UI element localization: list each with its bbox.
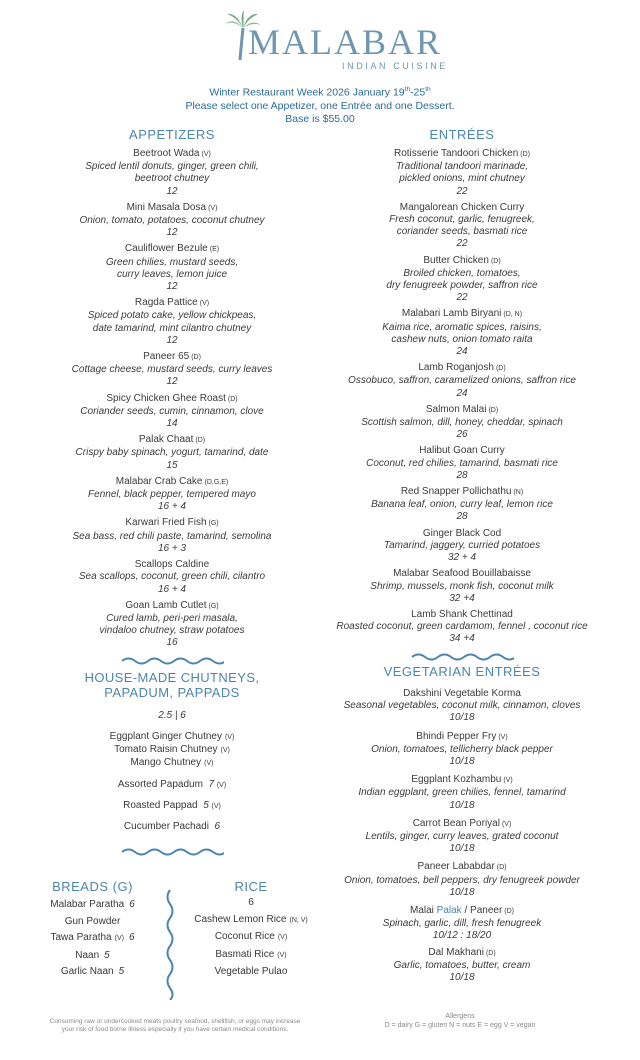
menu-item [330,308,594,358]
menu-item [30,914,155,931]
menu-item-name: Malabar Crab Cake [115,475,203,487]
food-safety-disclaimer: Consuming raw or undercooked meats poultry seafood, shellfish, or eggs may increase your risk of food borne illness especially if you have certain medical conditions. [49,1018,301,1033]
menu-item-price: 12 [166,185,178,197]
menu-item-name: Mango Chutney [130,757,202,769]
menu-item-name: Eggplant Kozhambu [411,774,502,786]
chutneys-heading-line1: HOUSE-MADE CHUTNEYS, [84,670,260,685]
menu-item-name: Cauliflower Bezule [124,243,208,255]
menu-item-description: Broiled chicken, tomatoes, [403,267,521,279]
menu-item-name-line [330,362,594,375]
menu-item-description: Roasted coconut, green cardamom, fennel , coconut rice [336,621,588,633]
menu-item-name: Cashew Lemon Rice [194,913,287,925]
base-price: Base is $55.00 [285,112,355,125]
menu-item-price: 26 [456,429,468,441]
menu-item-name: Carrot Bean Poriyal [412,817,500,829]
logo-name: MALABAR [248,22,443,62]
allergen-tag: (D) [191,354,201,362]
menu-item-name: Paneer 65 [143,351,190,363]
menu-item-description: Tamarind, jaggery, curried potatoes [383,539,541,551]
menu-item-name-line [52,393,292,406]
menu-item-name-line [330,861,594,874]
menu-item-name-line [330,308,594,321]
menu-item-name: Karwari Fried Fish [125,517,207,529]
rice-heading: RICE [234,879,268,894]
menu-item-name-line [330,905,594,918]
menu-item-price: 28 [456,511,468,523]
menu-item-name: / Paneer [461,905,503,917]
menu-item-name: Malai [409,905,437,917]
menu-item [330,688,594,725]
menu-item-name: Tawa Paratha [50,932,112,943]
intro-text [0,83,640,126]
menu-item [52,757,292,770]
menu-item [330,731,594,769]
logo [0,10,640,71]
chutneys-section [52,670,292,863]
menu-item [30,897,155,914]
menu-item-name-line [52,559,292,571]
allergen-tag: (D, N) [503,311,523,319]
menu-item-name: Gun Powder [64,915,121,927]
menu-item-name-line [52,351,292,364]
bread-list [30,897,155,981]
menu-item-name: Dal Makhani [428,946,484,958]
menu-item-name: Garlic Naan [60,966,114,977]
menu-item: Cucumber Pachadi 6 [123,821,221,833]
menu-item-description: Cured lamb, peri-peri masala, [106,612,238,624]
menu-item [52,243,292,293]
allergens-key: Allergens D = dairy G = gluten N = nuts E = egg V = vegan [384,1013,536,1029]
menu-item-price: 32 +4 [449,592,475,604]
vegetarian-section [330,664,594,990]
menu-item-name: Naan [75,949,100,961]
menu-item-description: Traditional tandoori marinade, [395,161,529,173]
menu-item [330,861,594,899]
menu-item-price: 32 + 4 [447,552,477,564]
allergen-tag: (D) [490,257,501,265]
menu-item-price: 24 [456,346,468,358]
logo-subtitle: INDIAN CUISINE [342,61,448,71]
menu-item-price: 10/18 [449,712,475,724]
menu-item [52,744,292,757]
menu-item-description: Green chilies, mustard seeds, [105,256,239,268]
menu-item [330,609,594,646]
appetizer-list [52,148,292,650]
menu-item-description: Spinach, garlic, dill, fresh fenugreek [382,918,542,930]
menu-item-description: Shrimp, mussels, monk fish, coconut milk [370,580,554,592]
menu-item-price: 10/18 [449,972,475,984]
event-dates: Winter Restaurant Week 2026 January 19th-25th [209,86,431,99]
menu-item-name-line [330,609,594,621]
allergen-tag: (G) [208,602,219,610]
menu-item-description: vindaloo chutney, straw potatoes [99,625,245,637]
allergen-tag: (G) [208,520,219,528]
menu-item-name-line [52,148,292,161]
menu-item-price: 15 [166,459,178,471]
menu-item-price: 28 [456,469,468,481]
selection-instruction: Please select one Appetizer, one Entrée and one Dessert. [185,99,455,112]
allergen-tag: (V) [277,951,287,959]
allergen-tag: (V) [503,777,513,785]
menu-item-price: 14 [166,418,178,430]
menu-item [330,255,594,305]
menu-item [330,905,594,943]
menu-item-description: Kaima rice, aromatic spices, raisins, [382,321,542,333]
menu-item-description: pickled onions, mint chutney [399,173,525,185]
vegetarian-heading: VEGETARIAN ENTRÉES [383,664,541,679]
menu-item-description: Onion, tomato, potatoes, coconut chutney [79,215,265,227]
menu-item-description: Seasonal vegetables, coconut milk, cinnamon, cloves [343,700,581,712]
menu-item-description: beetroot chutney [134,173,210,185]
menu-item [330,445,594,482]
menu-item-description: Indian eggplant, green chilies, fennel, tamarind [358,787,566,799]
menu-item-description: Garlic, tomatoes, butter, cream [393,959,531,971]
wave-divider-icon [120,847,224,857]
menu-item-name: Scallops Caldine [134,559,210,571]
menu-item-name: Halibut Goan Curry [419,445,505,457]
allergen-tag: (E) [209,246,220,254]
menu-item-price: 10/18 [449,843,475,855]
menu-item-name: Palak Chaat [138,434,194,446]
chutneys-price: 2.5 | 6 [158,710,186,721]
menu-item-name-line [330,445,594,457]
menu-item-name: Ragda Pattice [134,297,198,309]
menu-item-name-line [330,255,594,268]
menu-item-name: Eggplant Ginger Chutney [109,731,222,742]
menu-item-name: Salmon Malai [425,403,487,415]
menu-item [30,948,155,965]
menu-item-name: Paneer Lababdar [417,861,495,873]
menu-item-description: Coriander seeds, cumin, cinnamon, clove [80,405,264,417]
menu-item-price: 16 + 3 [157,542,187,554]
menu-item [52,393,292,431]
menu-item-name: Malabari Lamb Biryani [401,308,502,320]
menu-item [30,964,155,981]
menu-item-name-line [330,774,594,787]
menu-item-description: Scottish salmon, dill, honey, cheddar, spinach [361,417,563,429]
menu-item-name: Lamb Shank Chettinad [411,608,513,620]
menu-item [52,297,292,347]
menu-item-price: 5 [104,949,110,961]
chutney-list [52,731,292,771]
allergen-tag: (V) [201,151,211,158]
menu-item [186,929,316,947]
menu-item-price: 10/18 [449,799,475,811]
menu-item [330,568,594,605]
rice-list [186,912,316,981]
menu-item-name: Lamb Roganjosh [418,362,494,374]
allergen-tag: (V) [224,734,235,741]
breads-section [30,879,155,981]
menu-item [330,947,594,985]
menu-item-description: Fennel, black pepper, tempered mayo [88,489,256,501]
menu-item-name: Malabar Paratha [50,899,125,910]
menu-item-name: Bhindi Pepper Fry [416,730,497,742]
rice-section [186,879,316,981]
allergen-tag: (D) [495,365,506,373]
menu-item-price: 10/18 [449,886,475,898]
menu-item-name: Dakshini Vegetable Korma [403,688,521,699]
menu-item-price: 34 +4 [449,633,475,645]
menu-item-name: Red Snapper Pollichathu [400,486,512,498]
menu-item-description: Onion, tomatoes, bell peppers, dry fenugreek powder [344,874,580,886]
menu-item [52,517,292,555]
entrees-heading: ENTRÉES [429,127,495,142]
allergen-tag: (V) [501,820,512,828]
menu-item [52,351,292,389]
menu-item-price: 12 [166,334,178,346]
menu-item [52,202,292,240]
menu-item-name-line [330,731,594,744]
menu-item [52,476,292,514]
menu-item-description: Spiced potato cake, yellow chickpeas, [87,310,257,322]
menu-item-description: Spiced lentil donuts, ginger, green chili, [85,161,259,173]
menu-item-name-line [52,243,292,256]
menu-item-description: Crispy baby spinach, yogurt, tamarind, date [75,447,269,459]
allergen-tag: (N) [513,489,524,497]
menu-item [186,964,316,981]
menu-item-description: dry fenugreek powder, saffron rice [386,280,538,292]
menu-item-description: Ossobuco, saffron, caramelized onions, saffron rice [348,375,576,387]
menu-item-name-line [52,600,292,613]
menu-item-name: Butter Chicken [423,254,489,266]
menu-item-description: Sea scallops, coconut, green chili, cilantro [78,571,266,583]
menu-item-name-line [52,517,292,530]
menu-item-description: date tamarind, mint cilantro chutney [92,322,252,334]
menu-item-description: Onion, tomatoes, tellicherry black pepper [371,743,553,755]
menu-item-name: Spicy Chicken Ghee Roast [106,392,226,404]
menu-item [330,148,594,198]
menu-item-name-line [330,486,594,499]
menu-item-price: 6 [128,932,135,943]
menu-item: Roasted Pappad 5 (V) [123,799,221,811]
chutneys-heading-line2: PAPADUM, PAPPADS [104,685,240,700]
menu-item [52,148,292,198]
menu-item-description: Cottage cheese, mustard seeds, curry leaves [71,364,273,376]
menu-item [186,947,316,965]
menu-item-price: 12 [166,376,178,388]
menu-item-description: Sea bass, red chili paste, tamarind, semolina [72,530,272,542]
allergen-tag: (D,G,E) [204,478,229,486]
allergen-tag: (D) [504,908,514,916]
menu-item-price: 16 + 4 [157,501,187,513]
menu-item [330,528,594,565]
allergen-tag: (V) [114,935,124,942]
allergen-tag: (D) [485,949,496,957]
menu-item-name: Tomato Raisin Chutney [114,744,218,756]
menu-item-price: 16 [166,637,178,649]
allergen-tag: (D) [488,406,499,414]
menu-item-name-line [52,476,292,489]
menu-item-description: coriander seeds, basmati rice [396,226,528,238]
menu-item-price: 22 [456,238,468,250]
menu-item [52,600,292,650]
wave-divider-icon [120,656,224,666]
allergen-tag: (D) [496,864,507,872]
rice-price: 6 [248,897,254,908]
menu-item-description: Fresh coconut, garlic, fenugreek, [389,214,535,226]
menu-item-name-line [330,818,594,831]
menu-item-name: Mini Masala Dosa [126,201,207,213]
vegetarian-list [330,688,594,984]
menu-item [330,486,594,524]
menu-item-name-line [330,528,594,540]
squiggle-divider-icon [163,888,177,1000]
menu-item [186,912,316,930]
menu-item-name-line [330,568,594,580]
menu-item [330,774,594,812]
menu-item-name-line [330,947,594,960]
menu-item-price: 10/18 [449,756,475,768]
menu-item-price: 24 [456,387,468,399]
menu-item [52,559,292,596]
menu-item-name: Vegetable Pulao [214,966,288,977]
menu-item-price: 12 [166,281,178,293]
wave-divider-icon [410,652,514,662]
allergen-tag: (D) [227,395,238,403]
menu-item-name: Coconut Rice [214,931,275,942]
menu-item [52,434,292,472]
menu-item: Assorted Papadum 7 (V) [117,778,227,790]
menu-item-name-line [52,202,292,215]
menu-item-price: 5 [118,966,125,977]
menu-item-price: 12 [166,227,178,239]
entree-list [330,148,594,646]
menu-item-name-line [330,148,594,161]
menu-item [30,930,155,948]
menu-item-name: Ginger Black Cod [422,527,502,539]
menu-item-description: Lentils, ginger, curry leaves, grated coconut [365,831,559,843]
menu-item-price: 10/12 : 18/20 [432,930,492,942]
appetizers-heading: APPETIZERS [129,127,215,142]
allergen-tag: (V) [220,747,230,755]
menu-item-description: Banana leaf, onion, curry leaf, lemon rice [371,499,553,511]
menu-item-name-line [52,434,292,447]
menu-item-name-line [330,688,594,700]
breads-heading: BREADS (G) [52,879,133,894]
menu-item-name-line [330,202,594,214]
allergen-tag: (D) [195,437,206,445]
menu-item-price: 16 + 4 [157,583,187,595]
menu-item-description: cashew nuts, onion tomato raita [391,333,533,345]
menu-item [52,731,292,744]
menu-item [330,404,594,442]
allergen-tag: (N, V) [289,916,308,924]
menu-item-name-line [52,297,292,310]
menu-item-name: Basmati Rice [215,948,275,960]
entrees-section [330,127,594,668]
allergen-tag: (V) [199,300,210,308]
allergen-tag: (V) [498,733,508,741]
allergen-tag: (V) [208,204,218,212]
menu-item-name: Malabar Seafood Bouillabaisse [393,568,531,580]
menu-item [330,202,594,251]
menu-item-price: 22 [456,185,468,197]
menu-item-name: Goan Lamb Cutlet [125,599,207,611]
menu-item-name: Beetroot Wada [133,148,200,159]
menu-item [330,818,594,856]
menu-item-description: Coconut, red chilies, tamarind, basmati rice [366,457,558,469]
menu-item-price: 6 [129,899,135,910]
appetizers-section [52,127,292,672]
allergen-tag: (D) [520,151,531,158]
menu-item-name: Rotisserie Tandoori Chicken [393,148,519,159]
menu-item-name: Mangalorean Chicken Curry [399,201,525,213]
allergen-tag: (V) [277,934,288,941]
menu-item-name-highlight: Palak [436,905,462,917]
menu-item-description: curry leaves, lemon juice [116,268,228,280]
allergen-tag: (V) [204,760,214,768]
menu-item-price: 22 [456,292,468,304]
menu-item-name-line [330,404,594,417]
menu-item [330,362,594,400]
